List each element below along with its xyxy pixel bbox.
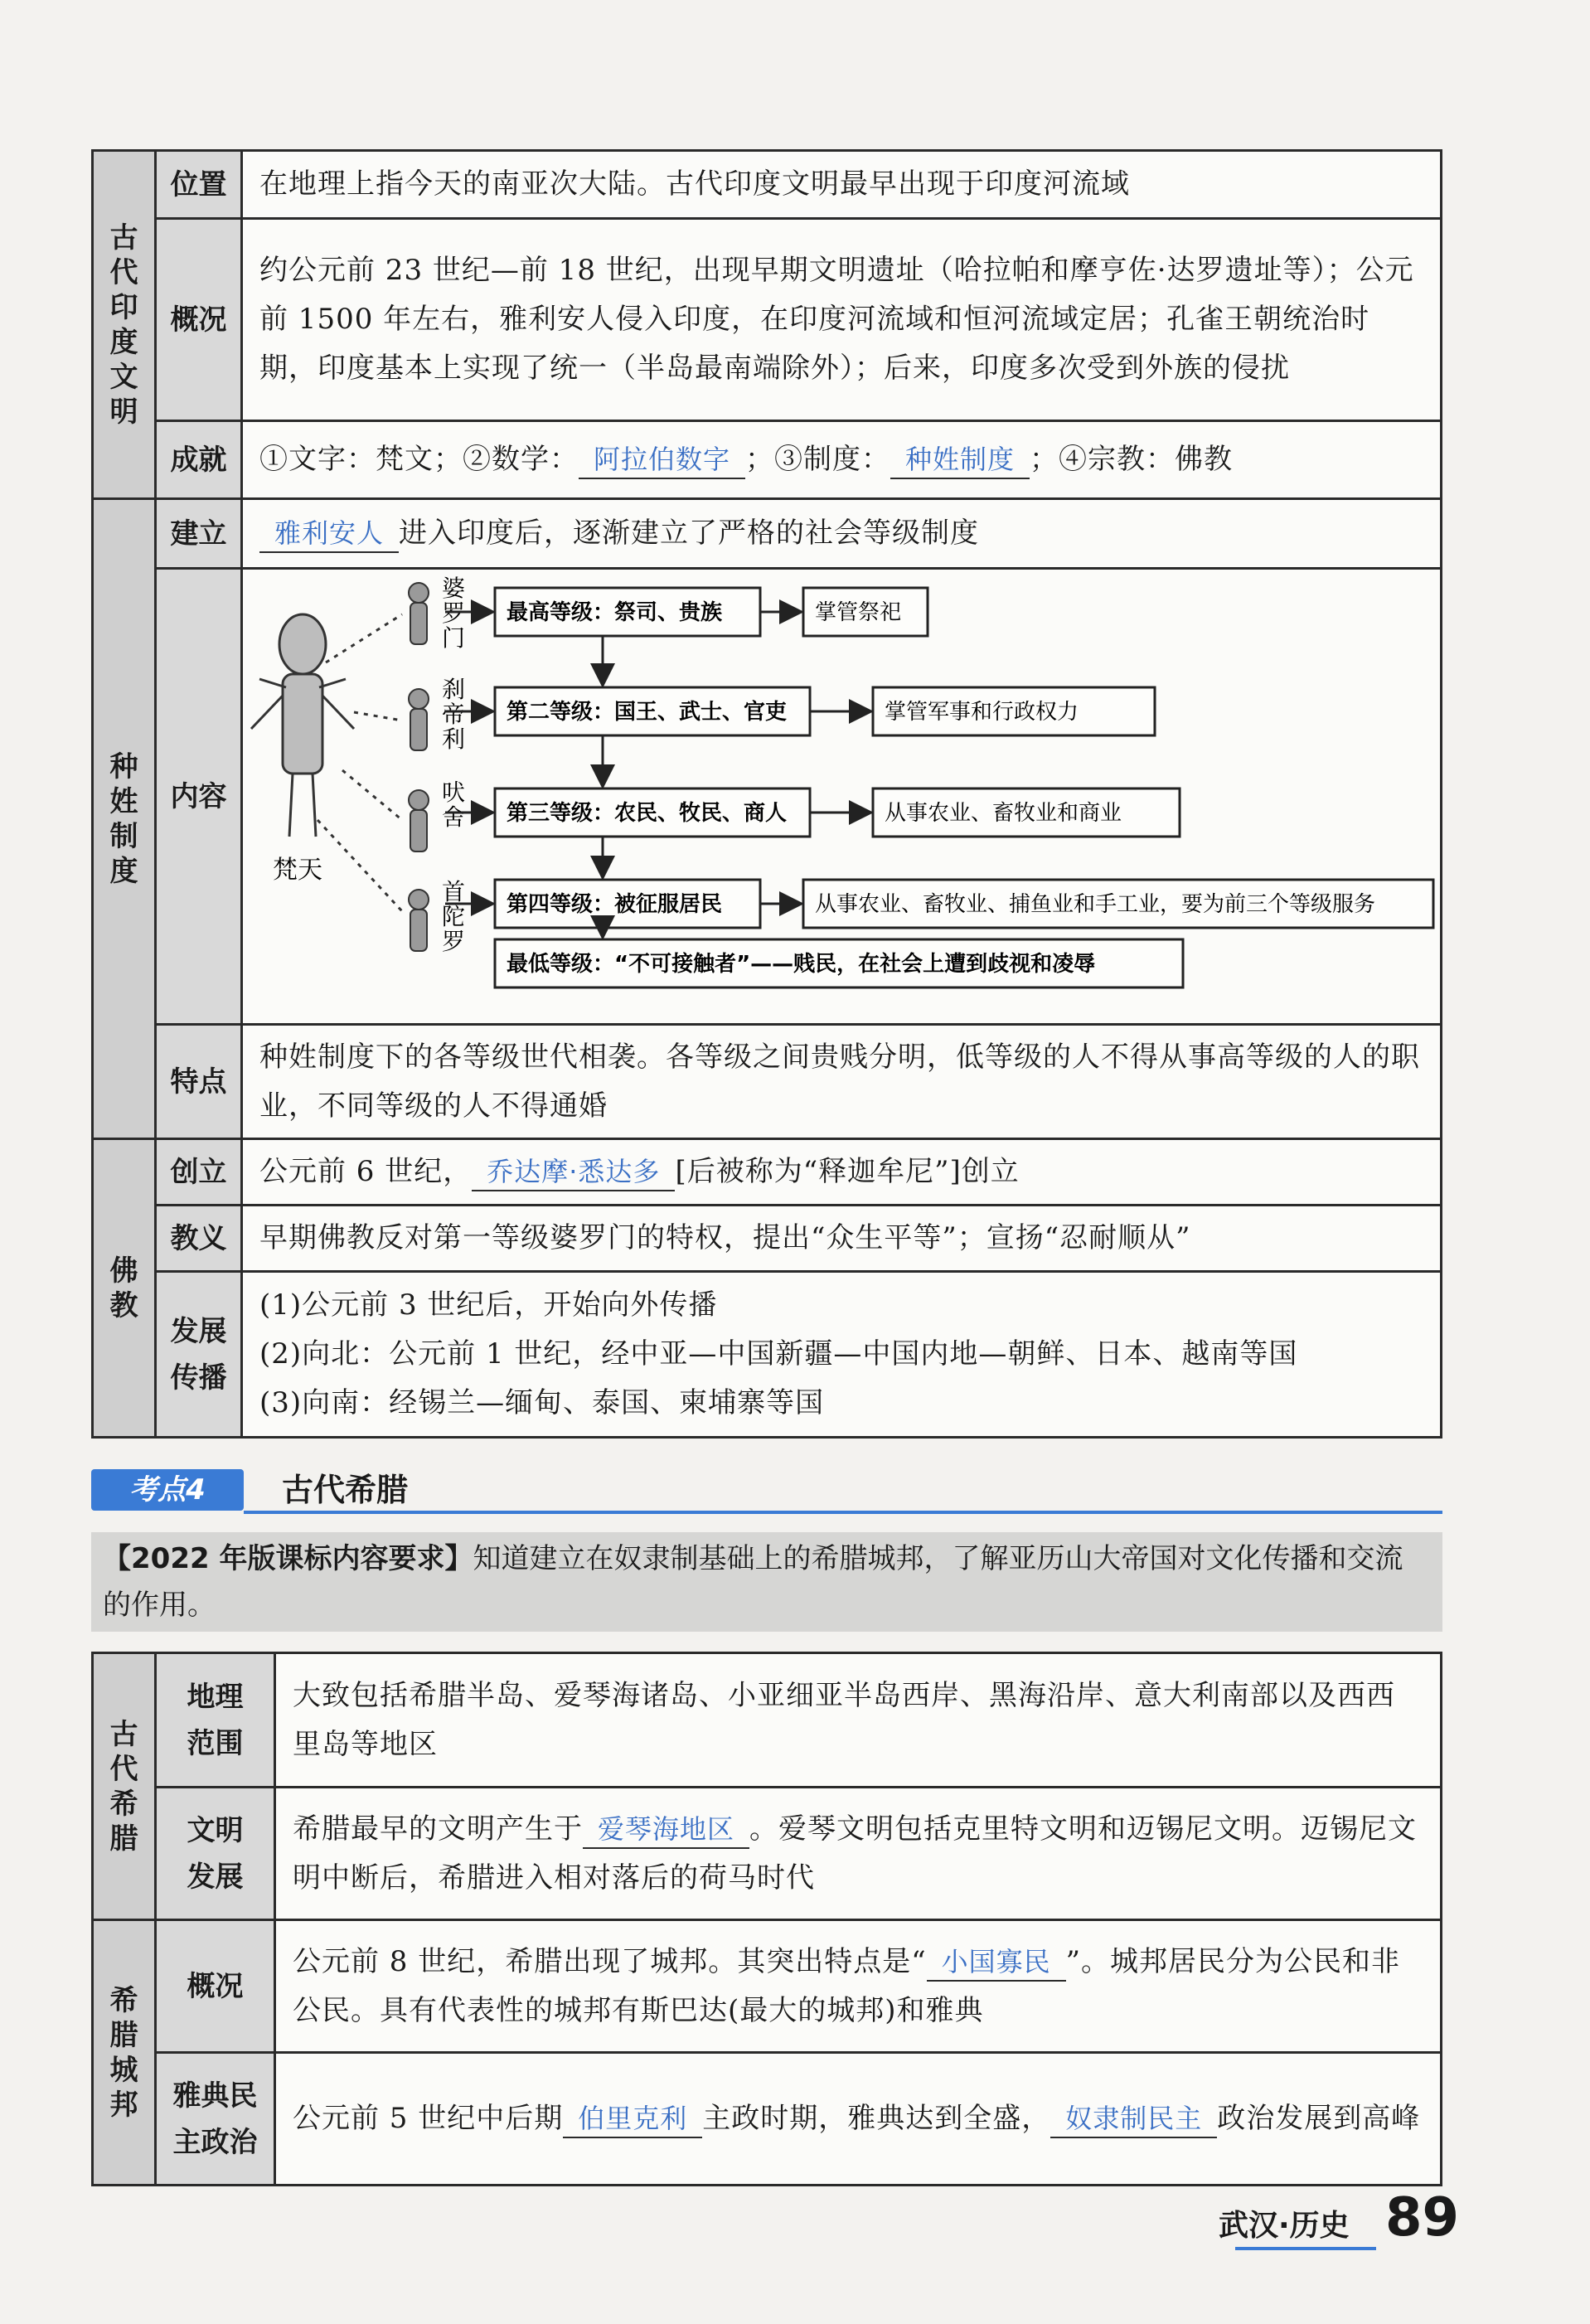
caste-name-shudra: 首陀罗 [442,877,466,955]
level-2-text: 第二等级：国王、武士、官吏 [507,699,788,725]
caste-figures [409,583,429,951]
label-establish: 建立 [156,499,242,569]
requirement-text: 知道建立在奴隶制基础上的希腊城邦，了解亚历山大帝国对文化传播和交流的作用。 [103,1542,1403,1622]
group-buddhism: 佛教 [93,1139,156,1438]
group-ancient-india: 古代印度文明 [93,151,156,499]
feature-text: 种姓制度下的各等级世代相袭。各等级之间贵贱分明，低等级的人不得从事高等级的人的职业，不同等级的人不得通婚 [242,1025,1442,1139]
answer-small-state: 小国寡民 [927,1943,1066,1982]
exam-point-badge: 考点4 [91,1469,244,1511]
geo-text: 大致包括希腊半岛、爱琴海诸岛、小亚细亚半岛西岸、黑海沿岸、意大利南部以及西西里岛等地区 [275,1653,1442,1788]
vaishya-figure-icon [409,790,429,851]
group-ancient-greece: 古代希腊 [93,1653,156,1920]
page-footer [1219,2187,1459,2254]
location-text: 在地理上指今天的南亚次大陆。古代印度文明最早出现于印度河流域 [242,151,1442,219]
label-geo: 地理范围 [156,1653,275,1788]
kshatriya-figure-icon [409,689,429,750]
achievement-text: ①文字：梵文；②数学： 阿拉伯数字 ；③制度： 种姓制度 ；④宗教：佛教 [242,421,1442,499]
label-location: 位置 [156,151,242,219]
label-achievement: 成就 [156,421,242,499]
overview-text: 约公元前 23 世纪—前 18 世纪，出现早期文明遗址（哈拉帕和摩亨佐·达罗遗址等）；公元前 1500 年左右，雅利安人侵入印度，在印度河流域和恒河流域定居；孔雀王朝统治时期，印度基本上实现了统一（半岛最南端除外）；后来，印度多次受到外族的侵扰 [242,219,1442,421]
page-number: 89 [1384,2187,1459,2249]
duty-boxes [803,588,1433,928]
answer-pericles: 伯里克利 [563,2100,702,2138]
caste-diagram [243,571,1442,1022]
duty-1-text: 掌管祭祀 [815,599,902,625]
label-athens: 雅典民主政治 [156,2053,275,2186]
footer-label: 武汉·历史 [1219,2209,1350,2243]
label-city-overview: 概况 [156,1920,275,2053]
duty-texts [815,600,1375,917]
label-founding: 创立 [156,1139,242,1206]
duty-4-text: 从事农业、畜牧业、捕鱼业和手工业，要为前三个等级服务 [815,891,1376,917]
greece-table [91,1652,1442,2186]
brahma-label: 梵天 [273,855,322,885]
section-underline [244,1511,1442,1514]
civ-text: 希腊最早的文明产生于 爱琴海地区 。爱琴文明包括克里特文明和迈锡尼文明。迈锡尼文明中断后，希腊进入相对落后的荷马时代 [275,1788,1442,1920]
brahma-links [318,614,402,911]
spread-line-2: (2)向北：公元前 1 世纪，经中亚—中国新疆—中国内地—朝鲜、日本、越南等国 [259,1337,1298,1371]
label-feature: 特点 [156,1025,242,1139]
group-caste-system: 种姓制度 [93,499,156,1139]
footer-underline [1235,2247,1376,2250]
curriculum-requirement [91,1532,1442,1632]
india-table [91,149,1442,1439]
label-doctrine: 教义 [156,1206,242,1272]
duty-3-text: 从事农业、畜牧业和商业 [885,800,1122,826]
establish-text: 雅利安人 进入印度后，逐渐建立了严格的社会等级制度 [242,499,1442,569]
athens-text: 公元前 5 世纪中后期 伯里克利 主政时期，雅典达到全盛， 奴隶制民主 政治发展到高峰 [275,2053,1442,2186]
doctrine-text: 早期佛教反对第一等级婆罗门的特权，提出“众生平等”；宣扬“忍耐顺从” [242,1206,1442,1272]
city-overview-text: 公元前 8 世纪，希腊出现了城邦。其突出特点是“ 小国寡民 ”。城邦居民分为公民和非公民。具有代表性的城邦有斯巴达(最大的城邦)和雅典 [275,1920,1442,2053]
brahma-figure-icon [251,614,354,837]
caste-diagram-cell [242,569,1442,1025]
label-civ: 文明发展 [156,1788,275,1920]
answer-siddhartha: 乔达摩·悉达多 [472,1153,675,1191]
section-title: 古代希腊 [282,1472,409,1508]
label-spread: 发展传播 [156,1272,242,1438]
spread-line-1: (1)公元前 3 世纪后，开始向外传播 [259,1288,718,1322]
answer-slave-democracy: 奴隶制民主 [1050,2100,1217,2138]
requirement-tag: 【2022 年版课标内容要求】 [103,1542,473,1575]
spread-line-3: (3)向南：经锡兰—缅甸、泰国、柬埔寨等国 [259,1386,825,1419]
level-5-text: 最低等级：“不可接触者”——贱民，在社会上遭到歧视和凌辱 [507,951,1096,977]
answer-arabic-numerals: 阿拉伯数字 [579,441,745,479]
caste-name-brahmin: 婆罗门 [442,574,466,652]
spread-text [242,1272,1442,1438]
level-1-text: 最高等级：祭司、贵族 [507,599,723,625]
founding-text: 公元前 6 世纪， 乔达摩·悉达多 [后被称为“释迦牟尼”]创立 [242,1139,1442,1206]
answer-aegean: 爱琴海地区 [583,1811,749,1849]
level-3-text: 第三等级：农民、牧民、商人 [507,800,788,826]
brahmin-figure-icon [409,583,429,644]
group-greek-city-states: 希腊城邦 [93,1920,156,2186]
label-content: 内容 [156,569,242,1025]
caste-names [442,575,465,955]
answer-caste-system: 种姓制度 [890,441,1030,479]
shudra-figure-icon [409,890,429,951]
answer-aryans: 雅利安人 [259,515,399,553]
caste-name-kshatriya: 刹帝利 [442,675,466,753]
level-4-text: 第四等级：被征服居民 [507,891,723,917]
section-header [91,1466,1442,1516]
caste-name-vaishya: 吠舍 [442,778,466,831]
label-overview: 概况 [156,219,242,421]
duty-2-text: 掌管军事和行政权力 [885,699,1079,725]
